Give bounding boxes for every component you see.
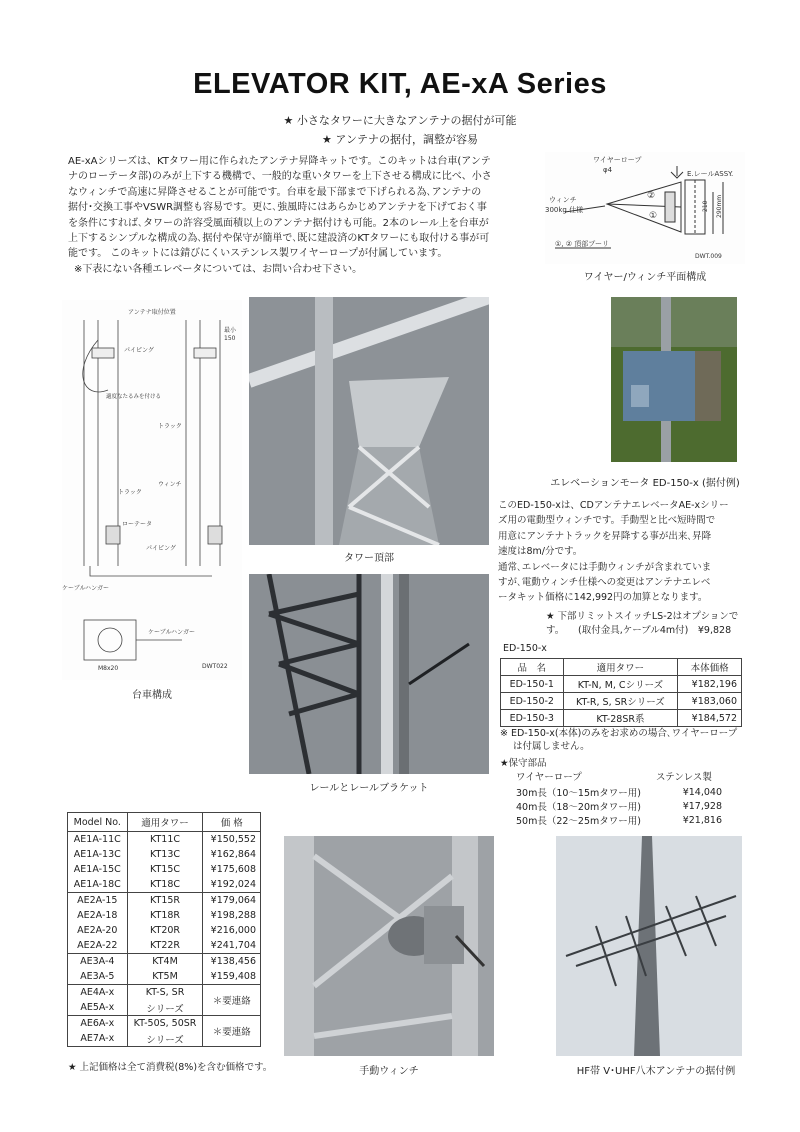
ed150-table-header — [501, 659, 742, 676]
table-row — [68, 908, 261, 923]
motor-photo — [611, 297, 737, 462]
label-dwt022: DWT022 — [202, 663, 228, 670]
ed150-line: このED-150-xは、CDアンテナエレベータAE-xシリー — [498, 500, 729, 511]
circle-1-label: ① — [649, 211, 658, 221]
table-row — [68, 832, 261, 848]
intro-line: 上下するシンプルな構成の為､据付や保守が簡単で､既に建設済のKTタワーにも取付ける事が可 — [68, 233, 490, 245]
price-cell: ¥192,024 — [203, 877, 261, 893]
intro-line: ナのローテータ部)のみが上下する機構で、一般的な重いタワーを上下させる構成に比べ、小さ — [68, 171, 492, 183]
model-cell: AE4A-x — [68, 985, 128, 1001]
intro-line: AE-xAシリーズは、KTタワー用に作られたアンテナ昇降キットです。このキットは台車(アンテ — [68, 156, 491, 167]
parts-price: ¥17,928 — [682, 800, 722, 812]
tower-cell: KT15R — [127, 893, 203, 909]
table-row — [68, 938, 261, 954]
ed150-table-note-1: ※ ED-150-x(本体)のみをお求めの場合､ワイヤーロープ — [500, 728, 738, 739]
label-150: 150 — [224, 335, 236, 342]
label-cable-hanger-2: ケーブルハンガー — [148, 629, 196, 636]
price-cell: ＊要連絡 — [203, 985, 261, 1016]
label-phi: φ4 — [603, 166, 613, 174]
label-drawing-no: DWT.009 — [695, 253, 722, 260]
ed150-header-price: 本体価格 — [678, 659, 742, 676]
label-winch-rating: 300kg 仕様 — [545, 206, 584, 214]
tagline-2: ★ アンテナの据付，調整が容易 — [322, 133, 478, 146]
hf-antenna-illustration — [556, 836, 742, 1056]
manual-winch-photo — [284, 836, 494, 1056]
price-cell: ¥216,000 — [203, 923, 261, 938]
table-row — [68, 847, 261, 862]
tower-cell: KT13C — [127, 847, 203, 862]
model-cell: AE2A-15 — [68, 893, 128, 909]
option-price: (取付金具,ケーブル4m付) ¥9,828 — [578, 625, 732, 636]
price-cell: ¥159,408 — [203, 969, 261, 985]
price-cell: ¥150,552 — [203, 832, 261, 848]
table-row — [68, 985, 261, 1001]
ed150-header-tower: 適用タワー — [563, 659, 678, 676]
table-row — [68, 954, 261, 970]
label-winch: ウィンチ — [549, 196, 577, 204]
table-row — [516, 813, 722, 827]
ed150-header-name: 品 名 — [501, 659, 564, 676]
circle-2-label: ② — [647, 191, 656, 201]
intro-note: ※下表にない各種エレベータについては、お問い合わせ下さい。 — [74, 263, 363, 275]
cart-drawing-caption: 台車構成 — [132, 690, 172, 701]
model-cell: AE3A-4 — [68, 954, 128, 970]
label-piping-2: パイピング — [146, 545, 176, 552]
model-cell: AE1A-13C — [68, 847, 128, 862]
model-table-header — [68, 813, 261, 832]
label-dim-290: 290mm — [716, 194, 723, 218]
model-table — [67, 812, 261, 1047]
intro-line: 据付･交換工事やVSWR調整も容易です。更に､強風時にはあらかじめアンテナを下げておく事 — [68, 202, 487, 214]
ed150-table-title: ED-150-x — [503, 643, 547, 654]
manual-winch-caption: 手動ウィンチ — [359, 1066, 419, 1077]
label-truck-1: トラック — [158, 423, 182, 430]
ed150-line: 速度は8m/分です。 — [498, 546, 583, 558]
table-row — [68, 969, 261, 985]
label-winch: ウィンチ — [158, 481, 182, 488]
ed150-model: ED-150-1 — [501, 676, 564, 693]
rail-photo — [249, 574, 489, 774]
intro-text — [68, 154, 528, 277]
intro-line: を条件にすれば､タワーの許容受風面積以上のアンテナ据付けも可能。2本のレール上を台車が — [68, 217, 489, 229]
price-cell: ¥138,456 — [203, 954, 261, 970]
label-wire-rope: ワイヤーロープ — [593, 156, 642, 164]
tower-cell: KT-50S, 50SR — [127, 1016, 203, 1032]
table-row — [68, 893, 261, 909]
motor-caption: エレベーションモータ ED-150-x (据付例) — [550, 478, 740, 489]
model-footnote: ★ 上記価格は全て消費税(8%)を含む価格です。 — [68, 1062, 273, 1073]
tower-cell: KT4M — [127, 954, 203, 970]
wire-winch-diagram — [545, 152, 745, 264]
model-cell: AE1A-18C — [68, 877, 128, 893]
label-min: 最小 — [224, 327, 237, 334]
option-note: ★ 下部リミットスイッチLS-2はオプションです。 — [546, 611, 739, 636]
table-row — [501, 693, 742, 710]
model-cell: AE2A-18 — [68, 908, 128, 923]
tower-cell: KT15C — [127, 862, 203, 877]
table-row — [501, 676, 742, 693]
rail-illustration — [249, 574, 489, 774]
label-cable-hanger: ケーブルハンガー — [62, 585, 110, 592]
parts-table — [516, 785, 722, 827]
page-title: ELEVATOR KIT, AE-xA Series — [193, 68, 607, 100]
parts-length: 40m長（18～20mタワー用) — [516, 802, 641, 813]
label-piping: パイピング — [124, 347, 154, 354]
ed150-tower: KT-R, S, SRシリーズ — [563, 693, 678, 710]
ed150-description — [498, 498, 758, 606]
tower-cell: KT11C — [127, 832, 203, 848]
label-pulley-note: ①, ② 頂部プーリ — [555, 240, 610, 248]
price-cell: ¥241,704 — [203, 938, 261, 954]
wire-diagram-caption: ワイヤー/ウィンチ平面構成 — [583, 272, 707, 283]
motor-illustration — [611, 297, 737, 462]
model-header-tower: 適用タワー — [127, 813, 203, 832]
cart-drawing — [62, 300, 242, 680]
tower-cell: KT18R — [127, 908, 203, 923]
ed150-tower: KT-N, M, Cシリーズ — [563, 676, 678, 693]
tower-cell: KT22R — [127, 938, 203, 954]
label-rotator: ローテータ — [122, 521, 153, 528]
ed150-model: ED-150-2 — [501, 693, 564, 710]
parts-col-1: ワイヤーロープ — [516, 772, 582, 783]
model-cell: AE1A-15C — [68, 862, 128, 877]
parts-col-2: ステンレス製 — [656, 772, 712, 783]
model-cell: AE6A-x — [68, 1016, 128, 1032]
parts-length: 30m長（10～15mタワー用) — [516, 788, 641, 799]
tower-cell: KT5M — [127, 969, 203, 985]
ed150-line: ータキット価格に142,992円の加算となります。 — [498, 592, 708, 604]
label-truck-2: トラック — [118, 489, 142, 496]
ed150-price: ¥184,572 — [678, 710, 742, 727]
parts-title: ★保守部品 — [500, 758, 547, 769]
model-cell: AE1A-11C — [68, 832, 128, 848]
price-cell: ¥175,608 — [203, 862, 261, 877]
ed150-table — [500, 658, 742, 727]
table-row — [68, 1016, 261, 1032]
parts-price: ¥21,816 — [682, 814, 722, 826]
parts-price: ¥14,040 — [682, 786, 722, 798]
intro-line: なウィンチで高速に昇降させることが可能です。台車を最下部まで下げられる為､アンテナの — [68, 186, 482, 198]
label-rail-assy: E.レールASSY. — [687, 170, 734, 178]
tower-cell: シリーズ — [127, 1000, 203, 1016]
ed150-line: ズ用の電動型ウィンチです。手動型と比べ短時間で — [498, 515, 716, 527]
wire-winch-drawing — [545, 152, 745, 264]
tower-top-caption: タワー頂部 — [344, 553, 394, 564]
table-row — [68, 923, 261, 938]
price-cell: ¥179,064 — [203, 893, 261, 909]
tower-cell: KT20R — [127, 923, 203, 938]
ed150-price: ¥183,060 — [678, 693, 742, 710]
ed150-price: ¥182,196 — [678, 676, 742, 693]
ed150-line: すが､電動ウィンチ仕様への変更はアンテナエレベ — [498, 577, 711, 589]
table-row — [501, 710, 742, 727]
label-dim-210: 210 — [702, 200, 709, 212]
model-header-model: Model No. — [68, 813, 128, 832]
price-cell: ¥162,864 — [203, 847, 261, 862]
manual-winch-illustration — [284, 836, 494, 1056]
price-cell: ＊要連絡 — [203, 1016, 261, 1047]
model-cell: AE7A-x — [68, 1031, 128, 1047]
model-cell: AE2A-20 — [68, 923, 128, 938]
intro-line: 能です。 このキットには錆びにくいステンレス製ワイヤーロープが付属しています。 — [68, 248, 448, 260]
parts-length: 50m長（22～25mタワー用) — [516, 816, 641, 827]
price-cell: ¥198,288 — [203, 908, 261, 923]
table-row — [516, 799, 722, 813]
ed150-line: 用意にアンテナトラックを昇降する事が出来､昇降 — [498, 530, 712, 542]
table-row — [516, 785, 722, 799]
model-header-price: 価 格 — [203, 813, 261, 832]
model-cell: AE2A-22 — [68, 938, 128, 954]
hf-antenna-photo — [556, 836, 742, 1056]
table-row — [68, 862, 261, 877]
ed150-model: ED-150-3 — [501, 710, 564, 727]
model-cell: AE5A-x — [68, 1000, 128, 1016]
label-bolt: M8x20 — [98, 665, 119, 672]
ed150-tower: KT-28SR系 — [563, 710, 678, 727]
table-row — [68, 877, 261, 893]
tower-cell: シリーズ — [127, 1031, 203, 1047]
ed150-line: 通常､エレベータには手動ウィンチが含まれていま — [498, 561, 712, 573]
tagline-1: ★ 小さなタワーに大きなアンテナの据付が可能 — [283, 114, 517, 127]
cart-drawing-svg — [62, 300, 242, 680]
ed150-table-note-2: は付属しません。 — [513, 741, 590, 752]
tower-top-illustration — [249, 297, 489, 545]
tower-top-photo — [249, 297, 489, 545]
tower-cell: KT18C — [127, 877, 203, 893]
rail-caption: レールとレールブラケット — [309, 783, 429, 794]
label-slack: 適度なたるみを付ける — [106, 394, 162, 400]
label-antenna-mount: アンテナ取付位置 — [128, 309, 176, 316]
tower-cell: KT-S, SR — [127, 985, 203, 1001]
model-cell: AE3A-5 — [68, 969, 128, 985]
hf-antenna-caption: HF帯 V･UHF八木アンテナの据付例 — [576, 1066, 736, 1077]
